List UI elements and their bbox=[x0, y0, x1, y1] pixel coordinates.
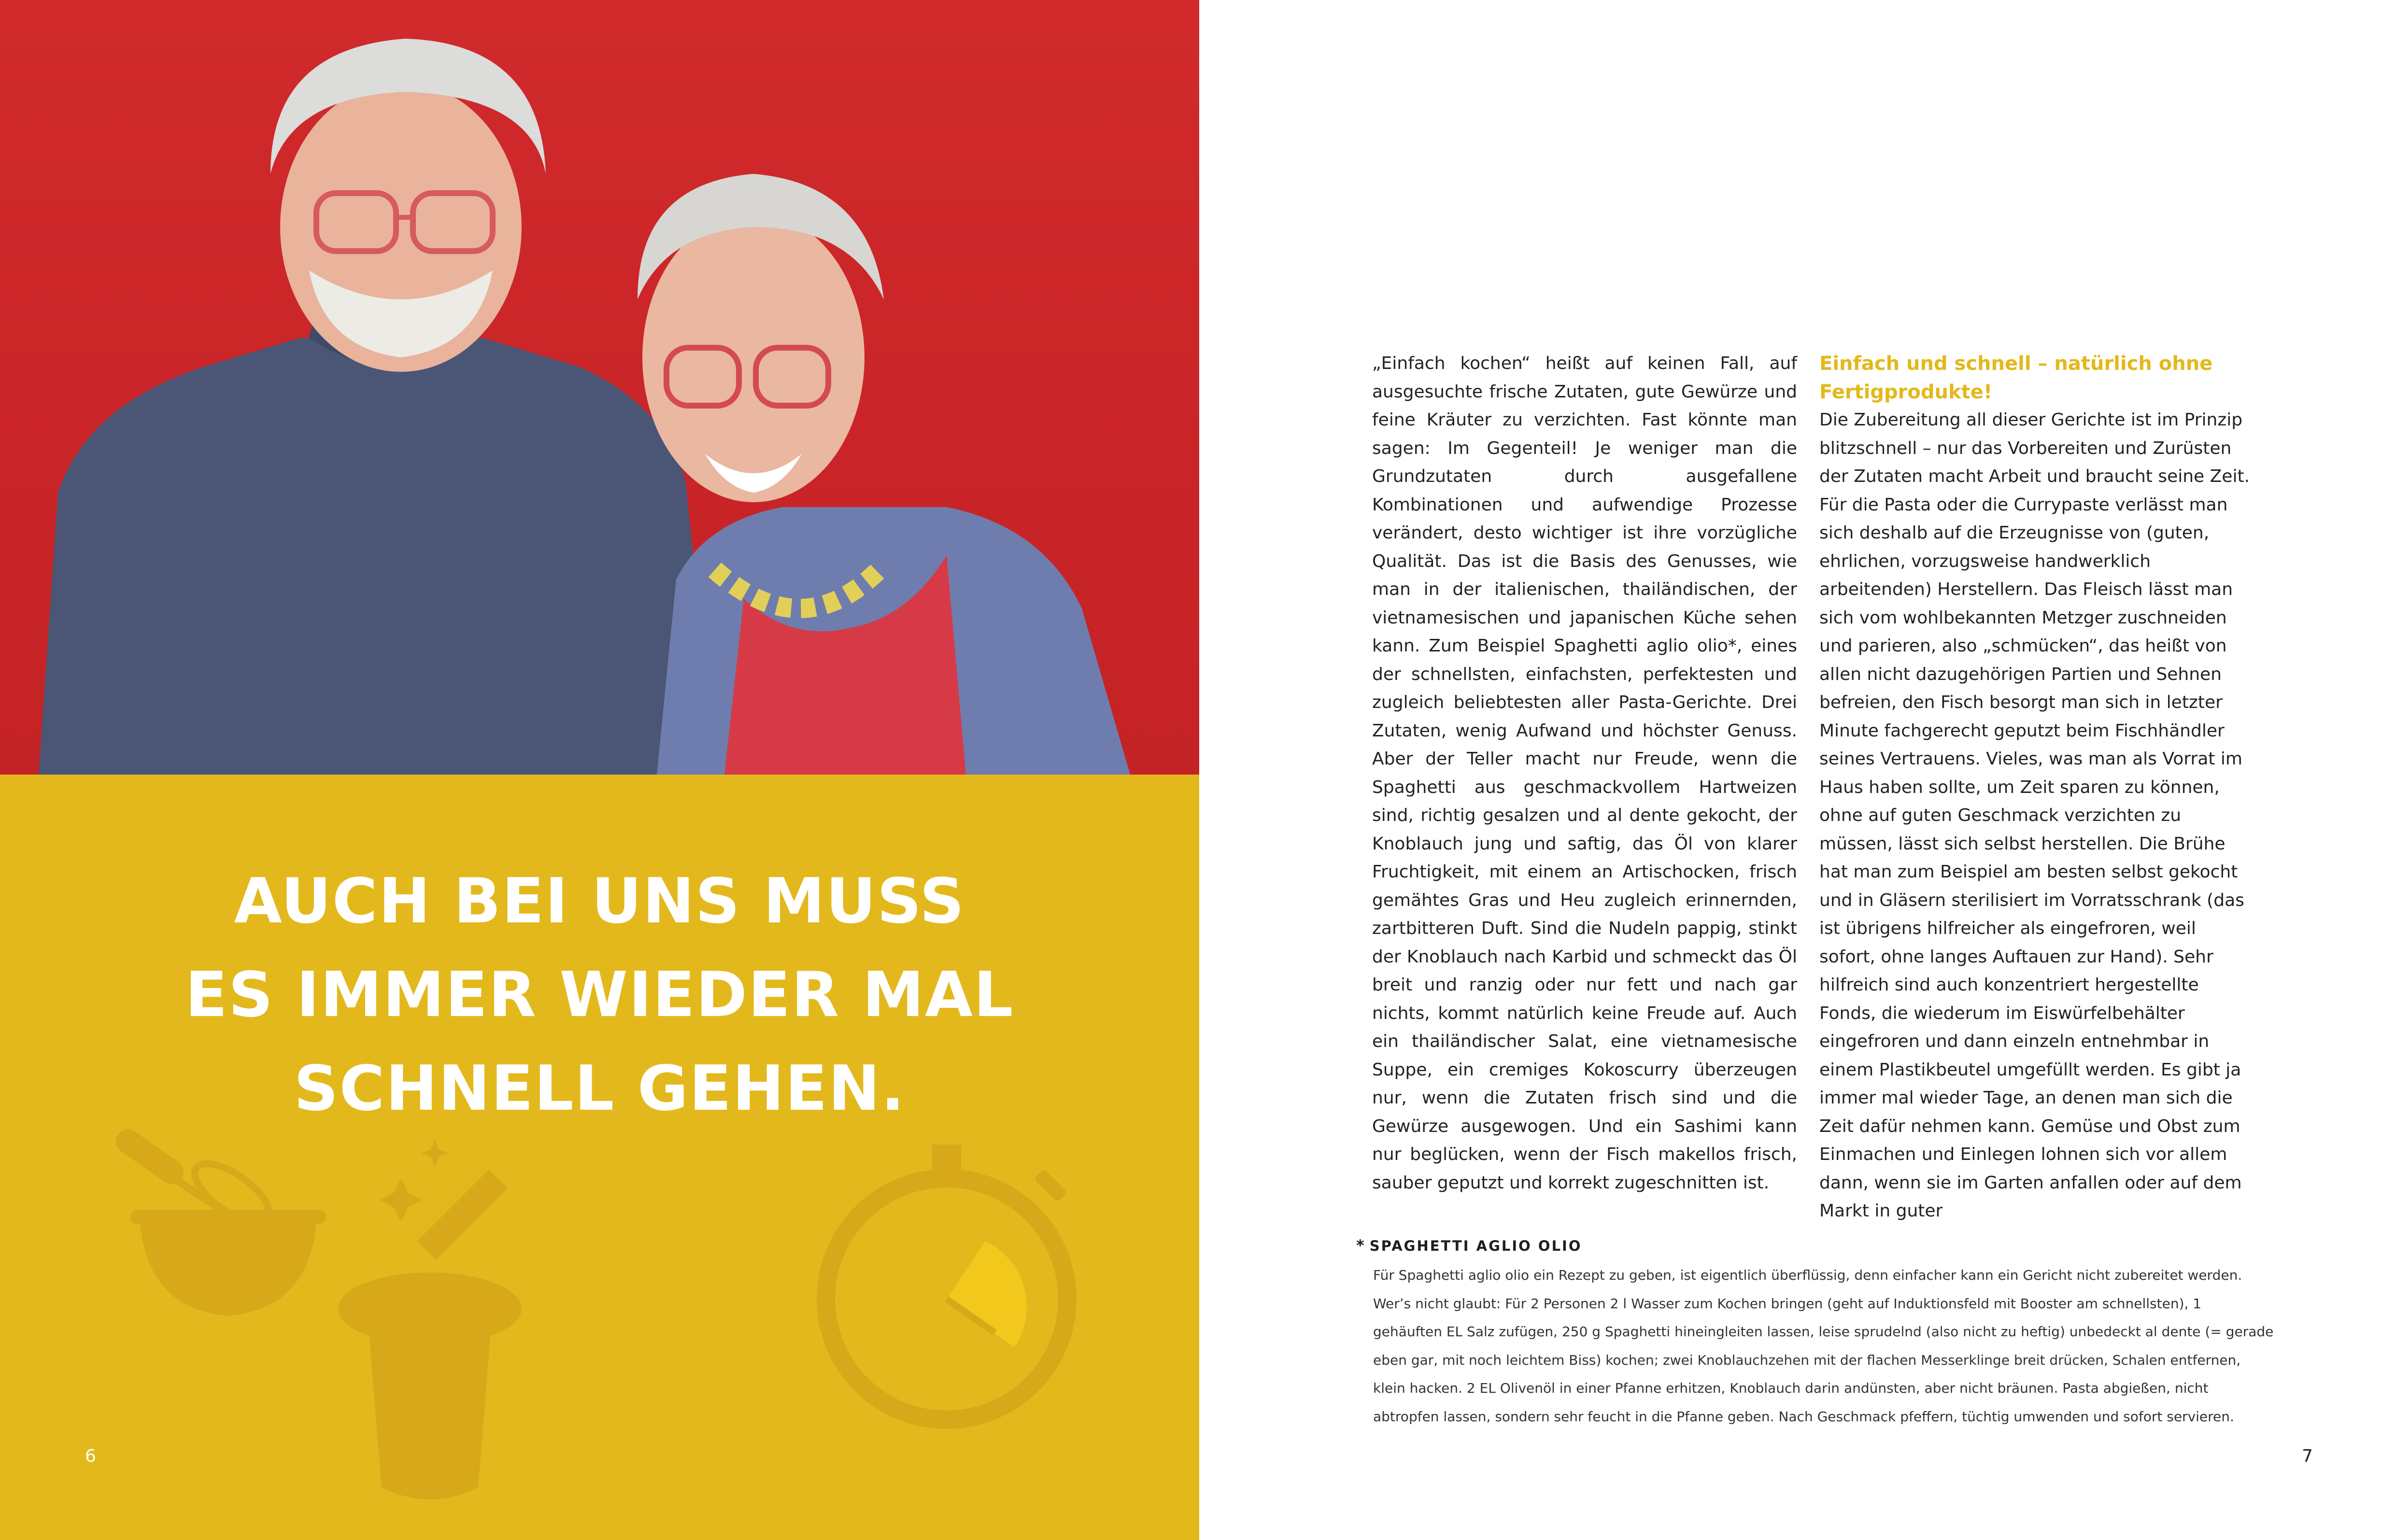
magic-hat-icon bbox=[338, 1140, 522, 1499]
decorative-icons bbox=[0, 1096, 1199, 1531]
whisk-bowl-icon bbox=[111, 1125, 326, 1316]
footnote-text: Für Spaghetti aglio olio ein Rezept zu geben, ist eigentlich überflüssig, denn einfacher kann ein Gericht nicht zubereitet werden. Wer’s nicht glaubt: Für 2 Personen 2 l Wasser zum Kochen bringen (geht auf Induktionsfeld mit Booster am schnellsten), 1 gehäuften EL Salz zufügen, 250 g Spaghetti hineingleiten lassen, leise sprudelnd (also nicht zu heftig) unbedeckt al dente (= gerade eben gar, mit noch leichtem Biss) kochen; zwei Knoblauchzehen mit der flachen Messerklinge breit drücken, Schalen entfernen, klein hacken. 2 EL Olivenöl in einer Pfanne erhitzen, Knoblauch darin andünsten, aber nicht bräunen. Pasta abgießen, nicht abtropfen lassen, sondern sehr feucht in die Pfanne geben. Nach Geschmack pfeffern, tüchtig umwenden und sofort servieren. bbox=[1373, 1267, 2274, 1425]
headline-line-1: AUCH BEI UNS MUSS bbox=[234, 865, 965, 937]
column-2-paragraph: Die Zubereitung all dieser Gerichte ist im Prinzip blitzschnell – nur das Vorbereiten und Zurüsten der Zutaten macht Arbeit und braucht seine Zeit. Für die Pasta oder die Currypaste verlässt man sich deshalb auf die Erzeugnisse von (guten, ehrlichen, vorzugsweise handwerklich arbeitenden) Herstellern. Das Fleisch lässt man sich vom wohlbekannten Metzger zuschneiden und parieren, also „schmücken“, das heißt von allen nicht dazugehörigen Partien und Sehnen befreien, den Fisch besorgt man sich in letzter Minute fachgerecht geputzt beim Fischhändler seines Vertrauens. Vieles, was man als Vorrat im Haus haben sollte, um Zeit sparen zu können, ohne auf guten Geschmack verzichten zu müssen, lässt sich selbst herstellen. Die Brühe hat man zum Beispiel am besten selbst gekocht und in Gläsern sterilisiert im Vorratsschrank (das ist übrigens hilfreicher als eingefroren, weil sofort, ohne langes Auftauen zur Hand). Sehr hilfreich sind auch konzentriert hergestellte Fonds, die wiederum im Eiswürfelbehälter eingefroren und dann einzeln entnehmbar in einem Plastikbeutel umgefüllt werden. Es gibt ja immer mal wieder Tage, an denen man sich die Zeit dafür nehmen kann. Gemüse und Obst zum Einmachen und Einlegen lohnen sich vor allem dann, wenn sie im Garten anfallen oder auf dem Markt in guter bbox=[1819, 410, 2250, 1221]
footnote bbox=[1356, 1236, 2274, 1431]
page-number-left: 6 bbox=[85, 1446, 96, 1466]
text-column-2 bbox=[1819, 350, 2250, 1226]
page-number-right: 7 bbox=[2302, 1446, 2313, 1466]
stopwatch-icon bbox=[826, 1144, 1067, 1420]
column-2-heading: Einfach und schnell – natürlich ohne Fertigprodukte! bbox=[1819, 353, 2213, 403]
footnote-marker: * bbox=[1356, 1236, 1366, 1255]
headline-line-2: ES IMMER WIEDER MAL bbox=[185, 959, 1014, 1031]
couple-photo bbox=[0, 0, 1199, 775]
right-page bbox=[1199, 0, 2396, 1540]
footnote-title bbox=[1356, 1236, 2274, 1255]
text-column-1 bbox=[1372, 350, 1797, 1197]
couple-illustration bbox=[0, 0, 1199, 775]
headline bbox=[0, 855, 1199, 1136]
headline-line-3: SCHNELL GEHEN. bbox=[294, 1053, 906, 1125]
footnote-title-text: SPAGHETTI AGLIO OLIO bbox=[1369, 1238, 1582, 1254]
column-1-paragraph: „Einfach kochen“ heißt auf keinen Fall, auf ausgesuchte frische Zutaten, gute Gewürze und feine Kräuter zu verzichten. Fast könnte man sagen: Im Gegenteil! Je weniger man die Grundzutaten durch ausgefallene Kombinationen und aufwendige Prozesse verändert, desto wichtiger ist ihre vorzügliche Qualität. Das ist die Basis des Genusses, wie man in der italienischen, thailändischen, der vietnamesischen und japanischen Küche sehen kann. Zum Beispiel Spaghetti aglio olio*, eines der schnellsten, einfachsten, perfektesten und zugleich beliebtesten aller Pasta-Gerichte. Drei Zutaten, wenig Aufwand und höchster Genuss. Aber der Teller macht nur Freude, wenn die Spaghetti aus geschmackvollem Hartweizen sind, richtig gesalzen und al dente gekocht, der Knoblauch jung und saftig, das Öl von klarer Fruchtigkeit, mit einem an Artischocken, frisch gemähtes Gras und Heu zugleich erinnernden, zartbitteren Duft. Sind die Nudeln pappig, stinkt der Knoblauch nach Karbid und schmeckt das Öl breit und ranzig oder nur fett und nach gar nichts, kommt natürlich keine Freude auf. Auch ein thailändischer Salat, eine vietnamesische Suppe, ein cremiges Kokoscurry überzeugen nur, wenn die Zutaten frisch sind und die Gewürze ausgewogen. Und ein Sashimi kann nur beglücken, wenn der Fisch makellos frisch, sauber geputzt und korrekt zugeschnitten ist. bbox=[1372, 353, 1797, 1193]
